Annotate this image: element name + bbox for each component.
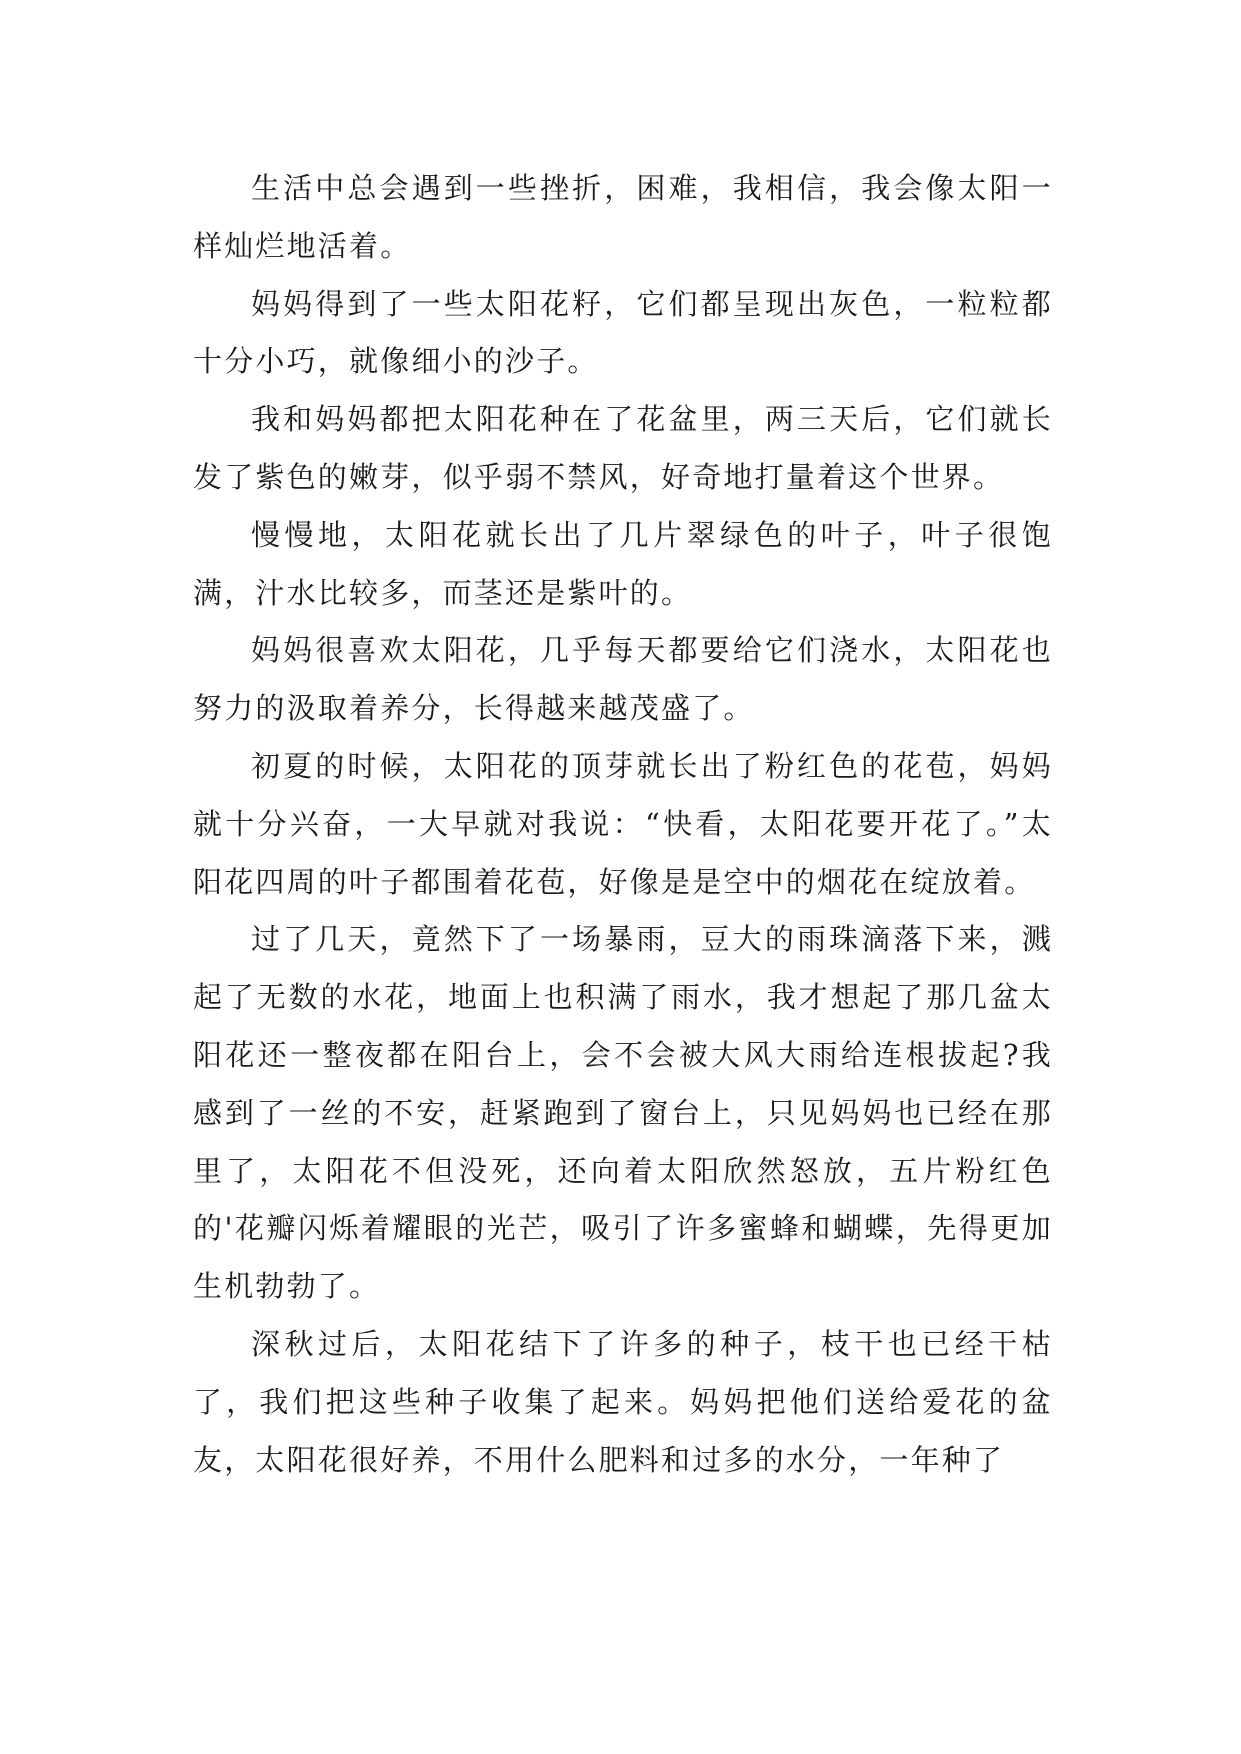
paragraph-7: 过了几天，竟然下了一场暴雨，豆大的雨珠滴落下来，溅起了无数的水花，地面上也积满了雨水，我才想起了那几盆太阳花还一整夜都在阳台上，会不会被大风大雨给连根拔起?我感到了一丝的不安，赶紧跑到了窗台上，只见妈妈也已经在那里了，太阳花不但没死，还向着太阳欣然怒放，五片粉红色的'花瓣闪烁着耀眼的光芒，吸引了许多蜜蜂和蝴蝶，先得更加生机勃勃了。: [193, 922, 1053, 1304]
paragraph-5: 妈妈很喜欢太阳花，几乎每天都要给它们浇水，太阳花也努力的汲取着养分，长得越来越茂盛了。: [193, 633, 1053, 726]
paragraph-1: 生活中总会遇到一些挫折，困难，我相信，我会像太阳一样灿烂地活着。: [193, 171, 1053, 263]
paragraph-2: 妈妈得到了一些太阳花籽，它们都呈现出灰色，一粒粒都十分小巧，就像细小的沙子。: [193, 286, 1053, 379]
paragraph-4: 慢慢地，太阳花就长出了几片翠绿色的叶子，叶子很饱满，汁水比较多，而茎还是紫叶的。: [193, 517, 1053, 610]
paragraph-8: 深秋过后，太阳花结下了许多的种子，枝干也已经干枯了，我们把这些种子收集了起来。妈妈把他们送给爱花的盆友，太阳花很好养，不用什么肥料和过多的水分，一年种了: [193, 1326, 1053, 1477]
paragraph-6: 初夏的时候，太阳花的顶芽就长出了粉红色的花苞，妈妈就十分兴奋，一大早就对我说：“快看，太阳花要开花了。”太阳花四周的叶子都围着花苞，好像是是空中的烟花在绽放着。: [193, 748, 1053, 899]
paragraph-3: 我和妈妈都把太阳花种在了花盆里，两三天后，它们就长发了紫色的嫩芽，似乎弱不禁风，好奇地打量着这个世界。: [193, 402, 1053, 494]
essay-body: [193, 160, 1053, 1489]
